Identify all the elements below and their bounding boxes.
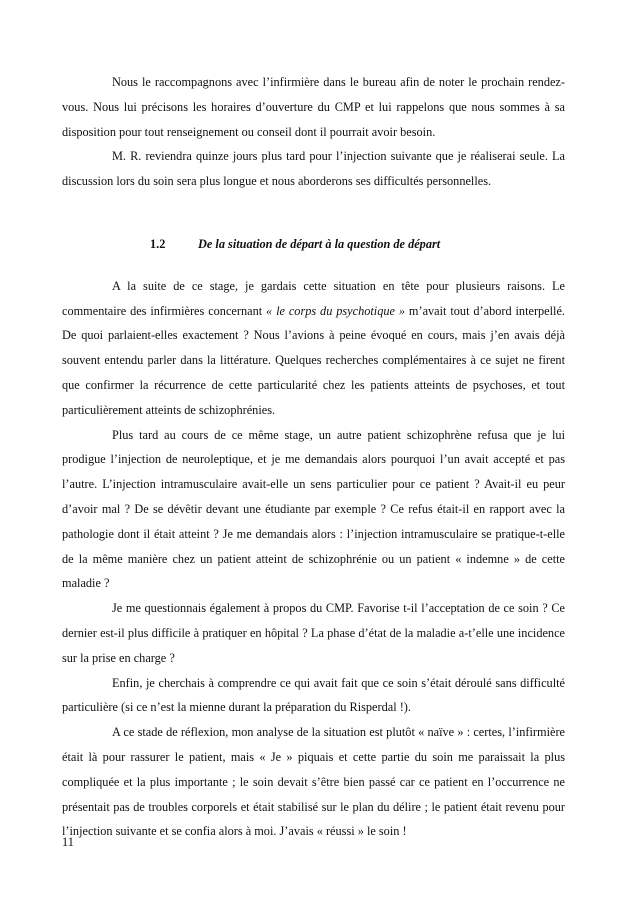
paragraph-psychotic-body [62,274,565,423]
paragraph-appointment: Nous le raccompagnons avec l’infirmière dans le bureau afin de noter le prochain rendez-vous. Nous lui précisons les horaires d’ouverture du CMP et lui rappelons que nous sommes à sa disposition pour tout renseignement ou conseil dont il pourrait avoir besoin. [62,75,565,139]
paragraph-next-injection: M. R. reviendra quinze jours plus tard pour l’injection suivante que je réaliserai seule. La discussion lors du soin sera plus longue et nous aborderons ses difficultés personnelles. [62,149,565,189]
quoted-phrase: « le corps du psychotique » [266,303,406,318]
paragraph-cmp: Je me questionnais également à propos du CMP. Favorise t-il l’acceptation de ce soin ? Ce dernier est-il plus difficile à pratiquer en hôpital ? La phase d’état de la maladie a-t’elle une incidence sur la prise en charge ? [62,601,565,665]
section-heading [62,232,565,257]
document-page [62,70,565,844]
section-title: De la situation de départ à la question de départ [198,236,441,251]
paragraph-text: m’avait tout d’abord interpellé. De quoi parlaient-elles exactement ? Nous l’avions à peine évoqué en cours, mais j’en avais déjà souvent entendu parler dans la littérature. Quelques recherches complémentaires à ce sujet ne firent que confirmer la récurrence de cette particularité chez les patients atteints de psychoses, et tout particulièrement atteints de schizophrénies. [62,303,566,417]
spacer [62,194,565,232]
paragraph-refusal: Plus tard au cours de ce même stage, un autre patient schizophrène refusa que je lui prodigue l’injection de neuroleptique, et je me demandais alors pourquoi l’un avait accepté et pas l’autre. L’injection intramusculaire avait-elle un sens particulier pour ce patient ? Avait-il eu peur d’avoir mal ? De se dévêtir devant une étudiante par exemple ? Ce refus était-il en rapport avec la pathologie dont il était atteint ? Je me demandais alors : l’injection intramusculaire se pratique-t-elle de la même manière chez un patient atteint de schizophrénie ou un patient « indemne » de cette maladie ? [62,427,565,591]
section-number: 1.2 [150,236,166,251]
paragraph-understanding: Enfin, je cherchais à comprendre ce qui avait fait que ce soin s’était déroulé sans difficulté particulière (si ce n’est la mienne durant la préparation du Risperdal !). [62,675,565,715]
page-number: 11 [62,835,74,849]
paragraph-text: A la suite de ce stage, je gardais cette situation en tête pour plusieurs raisons. Le commentaire des infirmières concernant [62,278,565,318]
paragraph-analysis: A ce stade de réflexion, mon analyse de la situation est plutôt « naïve » : certes, l’infirmière était là pour rassurer le patient, mais « Je » piquais et cette partie du soin me paraissait la plus compliquée et la plus importante ; le soin devait s’être bien passé car ce patient en l’occurrence ne présentait pas de troubles corporels et était stabilisé sur le plan du délire ; le patient était revenu pour l’injection suivante et se confia alors à moi. J’avais « réussi » le soin ! [62,725,565,839]
spacer [62,257,565,274]
